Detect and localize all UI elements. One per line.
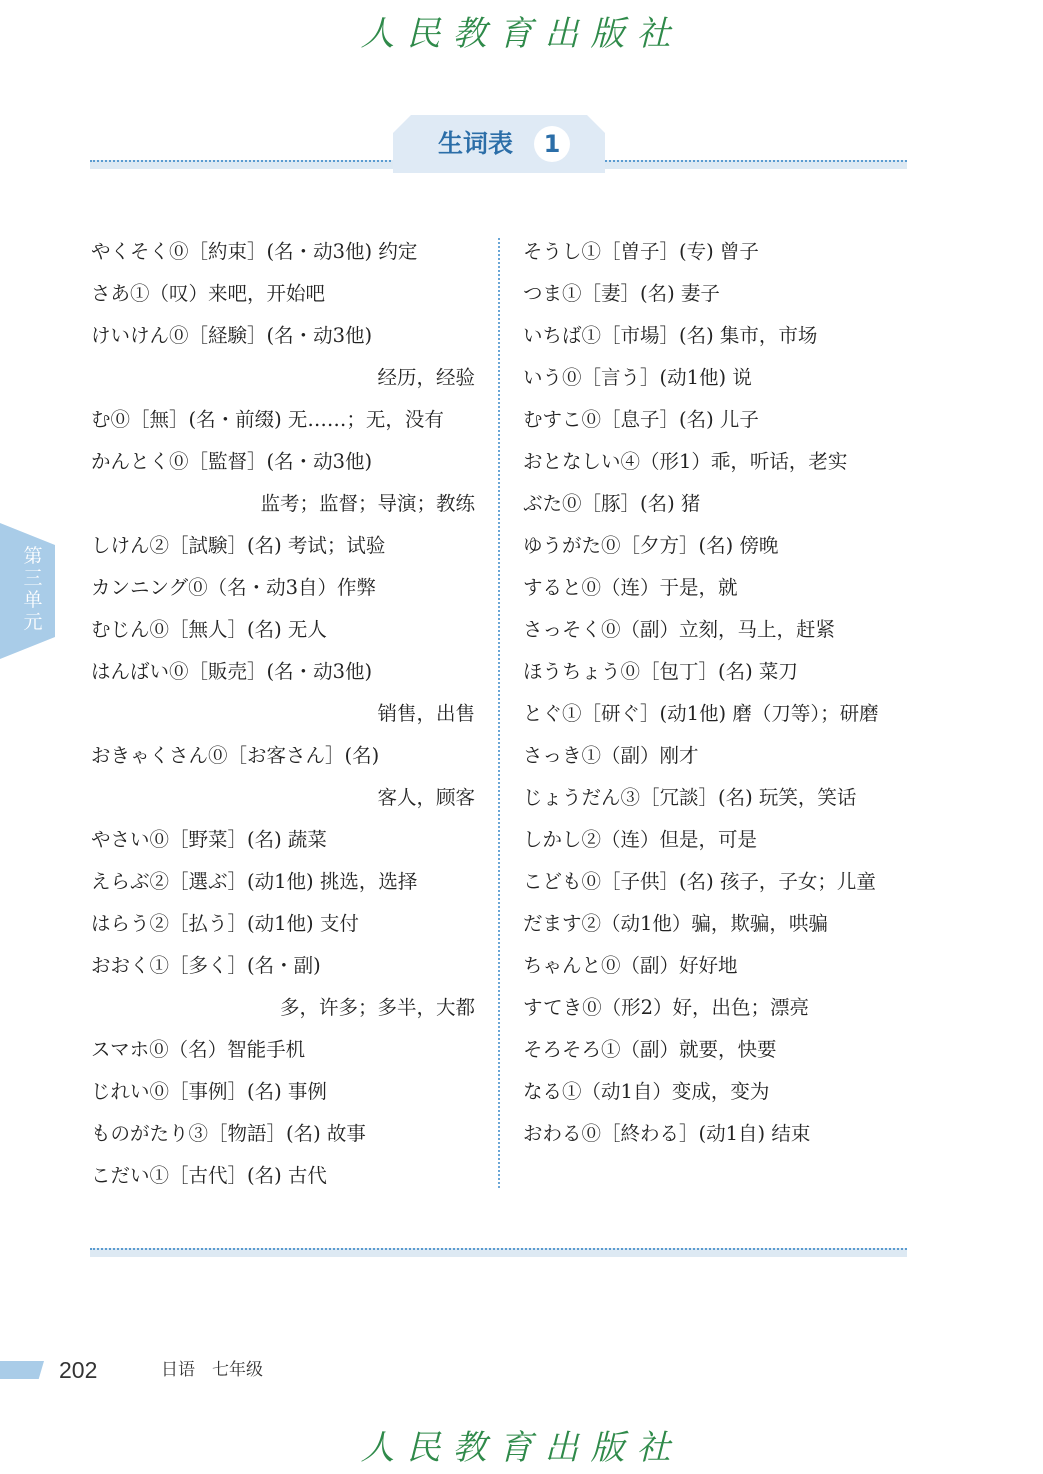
vocab-entry-continuation: 销售，出售 bbox=[377, 702, 475, 725]
vocab-entry: だます②（动1他）骗，欺骗，哄骗 bbox=[523, 912, 828, 935]
vocab-entry: やさい⓪［野菜］(名) 蔬菜 bbox=[91, 828, 327, 851]
vocab-entry: いう⓪［言う］(动1他) 说 bbox=[523, 366, 752, 389]
vocab-entry: じょうだん③［冗談］(名) 玩笑，笑话 bbox=[523, 786, 857, 809]
vocab-entry: そろそろ①（副）就要，快要 bbox=[523, 1038, 777, 1061]
page-number: 202 bbox=[59, 1357, 98, 1383]
vocab-entry: こども⓪［子供］(名) 孩子，子女；儿童 bbox=[523, 870, 876, 893]
vocab-entry: む⓪［無］(名・前缀) 无……；无，没有 bbox=[91, 408, 444, 431]
vocab-entry: さあ①（叹）来吧，开始吧 bbox=[91, 282, 326, 305]
vocab-entry: ほうちょう⓪［包丁］(名) 菜刀 bbox=[523, 660, 798, 683]
vocab-entry: さっき①（副）刚才 bbox=[523, 744, 699, 767]
vocab-entry: しかし②（连）但是，可是 bbox=[523, 828, 758, 851]
vocab-entry: おきゃくさん⓪［お客さん］(名) bbox=[91, 744, 380, 767]
vocab-entry: おとなしい④（形1）乖，听话，老实 bbox=[523, 450, 848, 473]
vocab-entry: とぐ①［研ぐ］(动1他) 磨（刀等）；研磨 bbox=[523, 702, 879, 725]
vocab-entry-continuation: 监考；监督；导演；教练 bbox=[260, 492, 475, 515]
vocab-entry: むすこ⓪［息子］(名) 儿子 bbox=[523, 408, 759, 431]
page-title: 生词表 bbox=[438, 129, 514, 158]
vocab-entry: つま①［妻］(名) 妻子 bbox=[523, 282, 720, 305]
vocab-column-right bbox=[523, 231, 923, 1155]
bottom-rule bbox=[90, 1248, 907, 1257]
vocab-entry: けいけん⓪［経験］(名・动3他) bbox=[91, 324, 373, 347]
unit-side-label: 第三单元 bbox=[23, 545, 43, 633]
vocab-entry-continuation: 经历，经验 bbox=[377, 366, 475, 389]
vocab-entry: しけん②［試験］(名) 考试；试验 bbox=[91, 534, 386, 557]
vocab-entry: ちゃんと⓪（副）好好地 bbox=[523, 954, 738, 977]
vocab-entry: おわる⓪［終わる］(动1自) 结束 bbox=[523, 1122, 811, 1145]
vocab-entry: さっそく⓪（副）立刻，马上，赶紧 bbox=[523, 618, 836, 641]
book-title: 日语 七年级 bbox=[161, 1360, 263, 1380]
vocab-entry-continuation: 客人，顾客 bbox=[377, 786, 475, 809]
vocab-entry: ゆうがた⓪［夕方］(名) 傍晚 bbox=[523, 534, 779, 557]
vocab-entry: すてき⓪（形2）好，出色；漂亮 bbox=[523, 996, 809, 1019]
vocab-entry: いちば①［市場］(名) 集市，市场 bbox=[523, 324, 818, 347]
page-number-tab bbox=[0, 1361, 44, 1379]
vocab-entry: スマホ⓪（名）智能手机 bbox=[91, 1038, 306, 1061]
vocab-entry-continuation: 多，许多；多半，大都 bbox=[279, 996, 475, 1019]
vocab-entry: はんばい⓪［販売］(名・动3他) bbox=[91, 660, 373, 683]
vocab-entry: おおく①［多く］(名・副) bbox=[91, 954, 321, 977]
vocab-entry: すると⓪（连）于是，就 bbox=[523, 576, 738, 599]
publisher-logo-bottom: 人民教育出版社 bbox=[360, 1428, 683, 1468]
vocab-entry: じれい⓪［事例］(名) 事例 bbox=[91, 1080, 327, 1103]
vocab-entry: えらぶ②［選ぶ］(动1他) 挑选，选择 bbox=[91, 870, 418, 893]
vocab-entry: むじん⓪［無人］(名) 无人 bbox=[91, 618, 327, 641]
vocab-entry: はらう②［払う］(动1他) 支付 bbox=[91, 912, 359, 935]
vocab-entry: カンニング⓪（名・动3自）作弊 bbox=[91, 576, 377, 599]
vocab-entry: やくそく⓪［約束］(名・动3他) 约定 bbox=[91, 240, 418, 263]
vocab-entry: そうし①［曽子］(专) 曾子 bbox=[523, 240, 759, 263]
vocab-entry: こだい①［古代］(名) 古代 bbox=[91, 1164, 327, 1187]
vocab-entry: ぶた⓪［豚］(名) 猪 bbox=[523, 492, 701, 515]
vocab-column-left bbox=[91, 231, 475, 1197]
column-divider bbox=[498, 238, 500, 1188]
title-number-badge: 1 bbox=[534, 126, 570, 162]
vocab-entry: かんとく⓪［監督］(名・动3他) bbox=[91, 450, 373, 473]
publisher-logo-top: 人民教育出版社 bbox=[360, 14, 683, 54]
vocab-entry: なる①（动1自）变成，变为 bbox=[523, 1080, 770, 1103]
vocab-entry: ものがたり③［物語］(名) 故事 bbox=[91, 1122, 366, 1145]
